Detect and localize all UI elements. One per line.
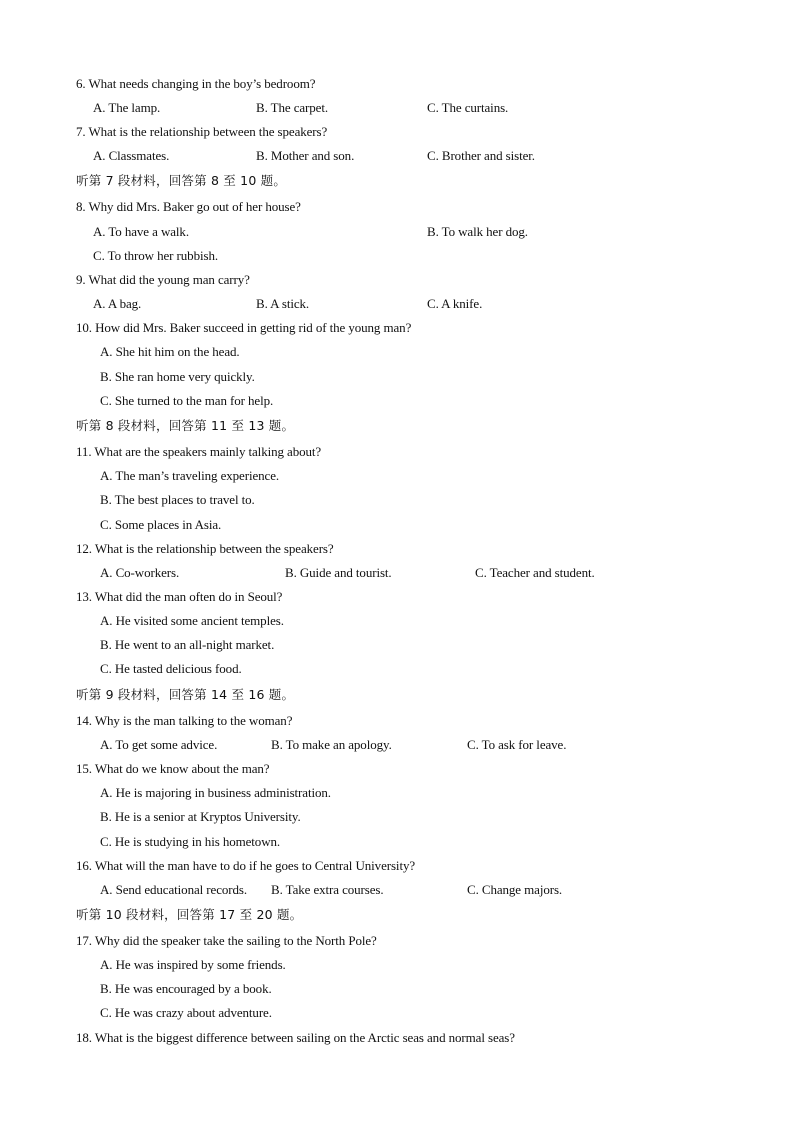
question-10: 10. How did Mrs. Baker succeed in getting rid of the young man? (76, 320, 412, 335)
option-c: C. Teacher and student. (475, 565, 595, 580)
option-a: A. He was inspired by some friends. (100, 957, 286, 972)
option-b: B. The best places to travel to. (100, 492, 255, 507)
option-b: B. A stick. (256, 296, 310, 311)
question-10-option-a-row (0, 341, 793, 363)
question-14: 14. Why is the man talking to the woman? (76, 713, 293, 728)
option-c: C. To throw her rubbish. (93, 248, 218, 263)
option-b: B. He is a senior at Kryptos University. (100, 809, 301, 824)
question-9: 9. What did the young man carry? (76, 272, 250, 287)
question-13: 13. What did the man often do in Seoul? (76, 589, 283, 604)
question-16-options (0, 879, 793, 901)
option-a: A. To get some advice. (100, 737, 218, 752)
question-12: 12. What is the relationship between the speakers? (76, 541, 334, 556)
option-b: B. Mother and son. (256, 148, 355, 163)
question-11: 11. What are the speakers mainly talking about? (76, 444, 322, 459)
option-c: C. The curtains. (427, 100, 509, 115)
option-a: A. She hit him on the head. (100, 344, 240, 359)
question-6: 6. What needs changing in the boy’s bedroom? (76, 76, 316, 91)
question-13-option-b-row (0, 634, 793, 656)
option-a: A. Co-workers. (100, 565, 180, 580)
question-14-options (0, 734, 793, 756)
question-15-option-c-row (0, 831, 793, 853)
option-b: B. To make an apology. (271, 737, 392, 752)
option-a: A. Classmates. (93, 148, 170, 163)
option-b: B. To walk her dog. (427, 224, 528, 239)
section-heading-7: 听第 7 段材料，回答第 8 至 10 题。 (76, 173, 287, 188)
question-8: 8. Why did Mrs. Baker go out of her house? (76, 199, 301, 214)
question-11-option-c-row (0, 514, 793, 536)
question-13-option-a-row (0, 610, 793, 632)
option-c: C. He was crazy about adventure. (100, 1005, 272, 1020)
option-c: C. To ask for leave. (467, 737, 567, 752)
option-b: B. The carpet. (256, 100, 328, 115)
question-17: 17. Why did the speaker take the sailing to the North Pole? (76, 933, 377, 948)
option-a: A. He is majoring in business administration. (100, 785, 331, 800)
question-15-option-b-row (0, 806, 793, 828)
option-c: C. He tasted delicious food. (100, 661, 242, 676)
question-16: 16. What will the man have to do if he goes to Central University? (76, 858, 416, 873)
option-c: C. He is studying in his hometown. (100, 834, 281, 849)
question-10-option-b-row (0, 366, 793, 388)
question-17-option-c-row (0, 1002, 793, 1024)
question-11-option-a-row (0, 465, 793, 487)
option-c: C. Change majors. (467, 882, 563, 897)
option-a: A. He visited some ancient temples. (100, 613, 284, 628)
section-heading-8: 听第 8 段材料，回答第 11 至 13 题。 (76, 418, 295, 433)
option-b: B. He was encouraged by a book. (100, 981, 272, 996)
question-8-options (0, 221, 793, 243)
option-a: A. Send educational records. (100, 882, 248, 897)
option-a: A. A bag. (93, 296, 142, 311)
option-c: C. Brother and sister. (427, 148, 535, 163)
option-b: B. Guide and tourist. (285, 565, 392, 580)
question-7: 7. What is the relationship between the speakers? (76, 124, 328, 139)
question-12-options (0, 562, 793, 584)
option-c: C. A knife. (427, 296, 483, 311)
option-c: C. Some places in Asia. (100, 517, 222, 532)
question-15-option-a-row (0, 782, 793, 804)
question-7-options (0, 145, 793, 167)
option-c: C. She turned to the man for help. (100, 393, 274, 408)
section-heading-10: 听第 10 段材料，回答第 17 至 20 题。 (76, 907, 303, 922)
question-11-option-b-row (0, 489, 793, 511)
option-b: B. He went to an all-night market. (100, 637, 275, 652)
question-17-option-a-row (0, 954, 793, 976)
question-9-options (0, 293, 793, 315)
question-6-options (0, 97, 793, 119)
option-a: A. The man’s traveling experience. (100, 468, 280, 483)
question-18: 18. What is the biggest difference between sailing on the Arctic seas and normal seas? (76, 1030, 515, 1045)
option-a: A. The lamp. (93, 100, 161, 115)
question-10-option-c-row (0, 390, 793, 412)
option-b: B. She ran home very quickly. (100, 369, 255, 384)
option-a: A. To have a walk. (93, 224, 189, 239)
question-8-option-c-row (0, 245, 793, 267)
question-15: 15. What do we know about the man? (76, 761, 270, 776)
question-17-option-b-row (0, 978, 793, 1000)
question-13-option-c-row (0, 658, 793, 680)
section-heading-9: 听第 9 段材料，回答第 14 至 16 题。 (76, 687, 295, 702)
option-b: B. Take extra courses. (271, 882, 384, 897)
